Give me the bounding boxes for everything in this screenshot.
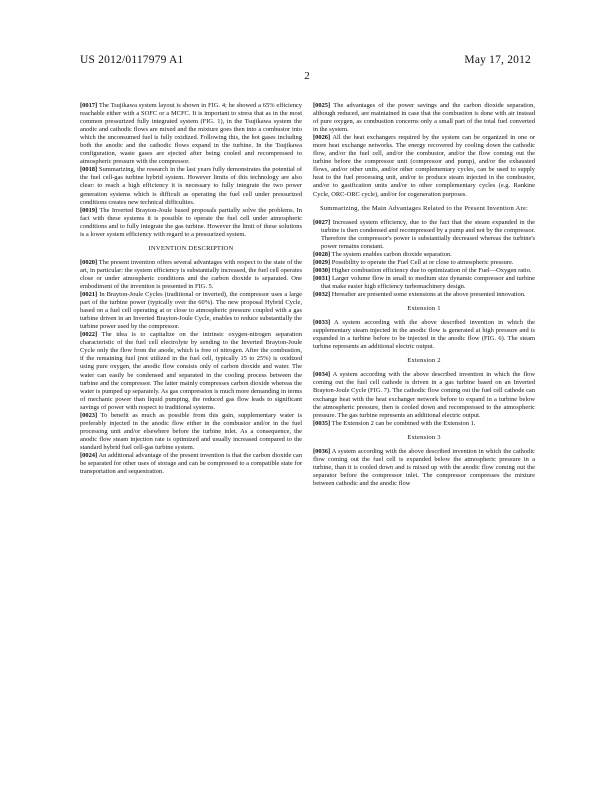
paragraph-number: [0035] — [313, 419, 331, 427]
paragraph-text: Larger volume flow in small to medium size dynamic compressor and turbine that make easier high efficiency turbomachinery design. — [321, 274, 535, 290]
paragraph-text: The Inverted Brayton-Joule based proposals partially solve the problems. In fact with these systems it is possible to operate the fuel cell under atmospheric conditions and to fully integrate the gas turbine. However the limit of these solutions is a lower system efficiency with regard to a pressurized system. — [80, 206, 302, 238]
patent-number: US 2012/0117979 A1 — [80, 54, 184, 66]
paragraph — [80, 102, 302, 166]
paragraph-number: [0019] — [80, 206, 98, 214]
paragraph — [80, 331, 302, 411]
paragraph-text: The system enables carbon dioxide separation. — [330, 250, 452, 258]
paragraph-text: The Tsujikawa system layout is shown in FIG. 4; he showed a 65% efficiency reachable either with a SOFC or a MCFC. It is important to stress that as in the most common pressurized fully integrated system (FIG. 1), in the Tsujikawa system the anodic and cathodic flows are mixed and the mixture goes then into a combustor into which the unconsumed fuel is fully oxidized. Following this, the hot gases including both the anodic and the cathodic flows expand in the turbine. In the Tsujikawa configuration, waste gases are ejected after being cooled and recompressed to atmospheric pressure with the compressor. — [80, 102, 302, 166]
publication-date: May 17, 2012 — [464, 54, 531, 66]
section-heading: INVENTION DESCRIPTION — [148, 244, 234, 252]
paragraph-text: The present invention offers several advantages with respect to the state of the art, in particular: the system efficiency is substantially increased, the fuel cell operates close or under atmospheric conditions and the carbon dioxide is separated. One embodiment of the invention is presented in FIG. 5. — [80, 258, 302, 290]
paragraph-number: [0026] — [313, 134, 331, 142]
paragraph-text: Summarizing, the research in the last years fully demonstrates the potential of the fuel cell-gas turbine hybrid system. However limits of this technology are also clear: to reach a high efficiency it is necessary to fully integrate the two power generation systems which is difficult as operating the fuel cell under pressurized conditions creates new technical difficulties. — [80, 166, 302, 206]
left-column — [80, 102, 302, 476]
paragraph — [313, 267, 535, 275]
paragraph-text: Possibility to operate the Fuel Cell at or close to atmospheric pressure. — [330, 258, 514, 266]
paragraph-number: [0023] — [80, 411, 98, 419]
paragraph-number: [0017] — [80, 102, 98, 109]
paragraph — [80, 166, 302, 206]
paragraph-text: The Extension 2 can be combined with the Extension 1. — [330, 419, 476, 427]
paragraph — [313, 371, 535, 419]
paragraph-number: [0027] — [313, 218, 331, 226]
paragraph-number: [0036] — [313, 447, 331, 455]
section-heading: Extension 2 — [407, 357, 441, 365]
paragraph — [313, 134, 535, 198]
paragraph — [313, 291, 535, 299]
paragraph-text: Hereafter are presented some extensions at the above presented innovation. — [330, 291, 526, 299]
paragraph — [80, 412, 302, 452]
paragraph-text: An additional advantage of the present invention is that the carbon dioxide can be separated for other uses of storage and can be compressed to a compatible state for transportation and sequestration. — [80, 451, 302, 476]
paragraph-number: [0032] — [313, 291, 331, 299]
section-heading: Extension 1 — [407, 305, 441, 313]
right-column — [313, 102, 535, 488]
paragraph-text: A system according with the above described invention in which the supplementary steam injected in the anodic flow is generated at high pressure and is expanded in a turbine before to be injected in the anodic flow (FIG. 6). The steam turbine represents an additional electric output. — [313, 319, 535, 351]
paragraph-text: The idea is to capitalize on the intrinsic oxygen-nitrogen separation characteristic of the fuel cell electrolyte by sending to the Inverted Brayton-Joule Cycle only the flow from the anode, which is free of nitrogen. After the combustion, if the remaining fuel (not utilized in the fuel cell, typically 15 to 25%) is oxidized using pure oxygen, the anodic flow consists only of carbon dioxide and water. The water can easily be condensed and separated in the cooling process between the turbine and the compressor. The latter mainly compresses carbon dioxide whereas the water is pumped up separately. As gas compression is much more demanding in terms of mechanic power than liquid pumping, the reduced gas flow leads to significant savings of power with respect to traditional systems. — [80, 331, 302, 411]
paragraph-number: [0031] — [313, 274, 331, 282]
paragraph-text: Increased system efficiency, due to the fact that the steam expanded in the turbine is then condensed and recompressed by a pump and not by the compressor. Therefore the compressor's power is substantially decreased whereas the turbine's power remains constant. — [321, 218, 535, 250]
paragraph — [313, 251, 535, 259]
section-heading: Summarizing, the Main Advantages Related to the Present Invention Are: — [319, 204, 529, 212]
page-number: 2 — [304, 70, 310, 82]
paragraph-text: The advantages of the power savings and the carbon dioxide separation, although reduced, are maintained in case that the combustion is done with air instead of pure oxygen, as combustion concerns only a small part of the total fuel converted in the system. — [313, 102, 535, 134]
paragraph — [80, 452, 302, 476]
paragraph-number: [0024] — [80, 451, 98, 459]
paragraph-number: [0030] — [313, 266, 331, 274]
paragraph — [313, 275, 535, 291]
paragraph-text: In Brayton-Joule Cycles (traditional or inverted), the compressor uses a large part of the turbine power (typically over the 60%). The new proposal Hybrid Cycle, based on a fuel cell operating at or close to atmospheric pressure coupled with a gas turbine driven in an Inverted Brayton-Joule Cycle, enables to reduce substantially the turbine power used by the compressor. — [80, 291, 302, 331]
section-heading: Extension 3 — [407, 433, 441, 441]
paragraph-number: [0028] — [313, 250, 331, 258]
paragraph — [313, 102, 535, 134]
paragraph-number: [0033] — [313, 319, 331, 327]
paragraph — [313, 259, 535, 267]
paragraph-number: [0034] — [313, 371, 331, 379]
paragraph-number: [0018] — [80, 166, 98, 174]
paragraph-number: [0022] — [80, 331, 98, 339]
paragraph-text: All the heat exchangers required by the system can be organized in one or more heat exchange networks. The energy recovered by cooling down the cathodic flow, and/or the fuel cell, and/or the combustor, and/or the flow coming out the turbine before the compressor unit (compressor and pump), and/or the exhausted flows, and/or other units, and/or other complementary cycles, can be used to supply heat to the fuel processing unit, and/or to produce steam injected in the combustor, and/or to gasification units and/or to other complementary cycles (e.g. Rankine Cycle, ORC-ORC cycle), and/or for cogeneration purposes. — [313, 134, 535, 198]
paragraph — [313, 420, 535, 428]
paragraph — [80, 291, 302, 331]
paragraph-text: To benefit as much as possible from this gain, supplementary water is preferably injected in the anodic flow either in the combustor and/or in the fuel processing unit and/or elsewhere before the turbine inlet. As a consequence, the anodic flow steam injection rate is optimized and usually increased compared to the standard hybrid fuel cell-gas turbine system. — [80, 411, 302, 451]
paragraph-text: A system according with the above described invention in which the flow coming out the fuel cell cathode is driven in a gas turbine based on an Inverted Brayton-Joule Cycle (FIG. 7). The cathodic flow coming out the fuel cell cathode can exchange heat with the heat exchanger network before to expand in a turbine below the atmospheric pressure, then is cooled down and recompressed to the atmospheric pressure. The gas turbine represents an additional electric output. — [313, 371, 535, 419]
paragraph — [313, 448, 535, 488]
paragraph-number: [0029] — [313, 258, 331, 266]
paragraph — [313, 319, 535, 351]
paragraph — [80, 207, 302, 239]
paragraph-number: [0021] — [80, 291, 98, 299]
paragraph-text: Higher combustion efficiency due to optimization of the Fuel—Oxygen ratio. — [330, 266, 532, 274]
paragraph-text: A system according with the above described invention in which the cathodic flow coming out the fuel cell is expanded below the atmospheric pressure in a turbine, than it is cooled down and is mixed up with the anodic flow coming out the separator before the compressor inlet. The compressor compresses the mixture between cathodic and the anodic flow — [313, 447, 535, 487]
paragraph — [80, 259, 302, 291]
paragraph-number: [0020] — [80, 258, 98, 266]
paragraph-number: [0025] — [313, 102, 331, 109]
paragraph — [313, 219, 535, 251]
